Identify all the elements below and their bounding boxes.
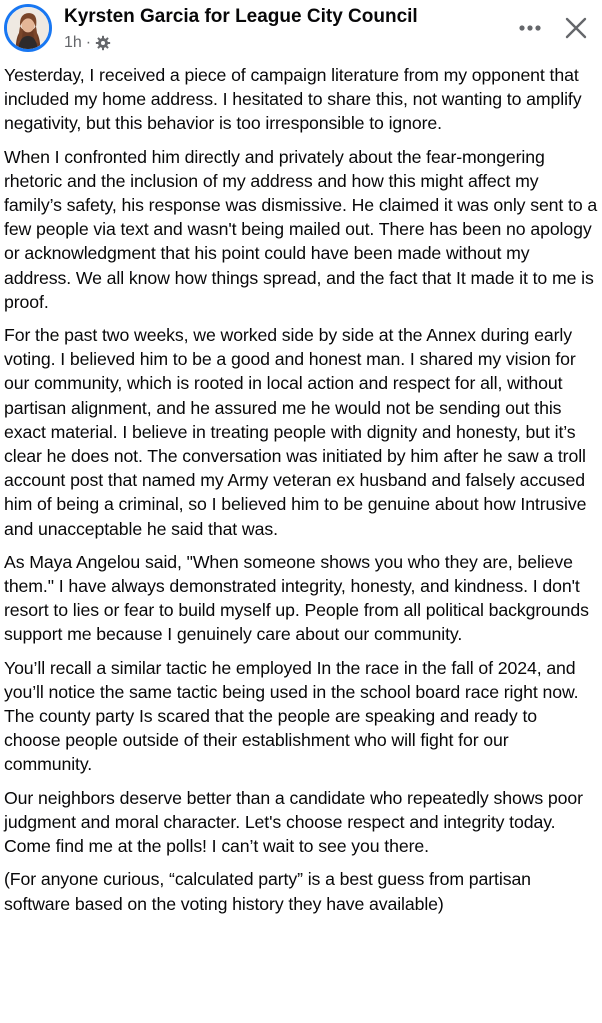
post-meta (64, 34, 111, 52)
close-button[interactable] (562, 14, 590, 42)
post-body (4, 63, 598, 925)
post-paragraph: Yesterday, I received a piece of campaign literature from my opponent that included my home address. I hesitated to share this, not wanting to amplify negativity, but this behavior is too irresponsible to ignore. (4, 65, 582, 134)
post-header (0, 0, 602, 62)
post-paragraph: As Maya Angelou said, "When someone shows you who they are, believe them." I have always demonstrated integrity, honesty, and kindness. I don't resort to lies or fear to build myself up. People from all political backgrounds support me because I genuinely care about our community. (4, 551, 589, 645)
gear-icon[interactable] (95, 35, 111, 51)
profile-photo-icon (7, 7, 49, 49)
more-options-button[interactable] (514, 16, 546, 40)
post-paragraph: When I confronted him directly and privately about the fear-mongering rhetoric and the inclusion of my address and how this might affect my family’s safety, his response was dismissive. He claimed it was only sent to a few people via text and wasn't being mailed out. There has been no apology or acknowledgment that his point could have been made without my address. We all know how things spread, and the fact that It made it to me is proof. (4, 146, 598, 312)
more-horizontal-icon (514, 16, 546, 40)
post-paragraph: You’ll recall a similar tactic he employed In the race in the fall of 2024, and you’ll notice the same tactic being used in the school board race right now. The county party Is scared that the people are speaking and ready to choose people outside of their establishment who will fight for our community. (4, 657, 579, 775)
page-name-link[interactable]: Kyrsten Garcia for League City Council (64, 6, 418, 27)
post-paragraph: (For anyone curious, “calculated party” is a best guess from partisan software based on the voting history they have available) (4, 869, 531, 914)
post-paragraph: For the past two weeks, we worked side by side at the Annex during early voting. I believed him to be a good and honest man. I shared my vision for our community, which is rooted in local action and respect for all, without partisan alignment, and he assured me he would not be sending out this exact material. I believe in treating people with dignity and honesty, but it’s clear he does not. The conversation was initiated by him after he saw a troll account post that named my Army veteran ex husband and falsely accused him of being a criminal, so I believed him to be genuine about how Intrusive and unacceptable he said that was. (4, 325, 587, 539)
post-paragraph: Our neighbors deserve better than a candidate who repeatedly shows poor judgment and moral character. Let's choose respect and integrity today. Come find me at the polls! I can’t wait to see you there. (4, 787, 583, 857)
close-icon (562, 14, 590, 42)
meta-separator: · (85, 34, 92, 51)
post-timestamp[interactable]: 1h (64, 34, 82, 51)
avatar[interactable] (4, 4, 52, 52)
